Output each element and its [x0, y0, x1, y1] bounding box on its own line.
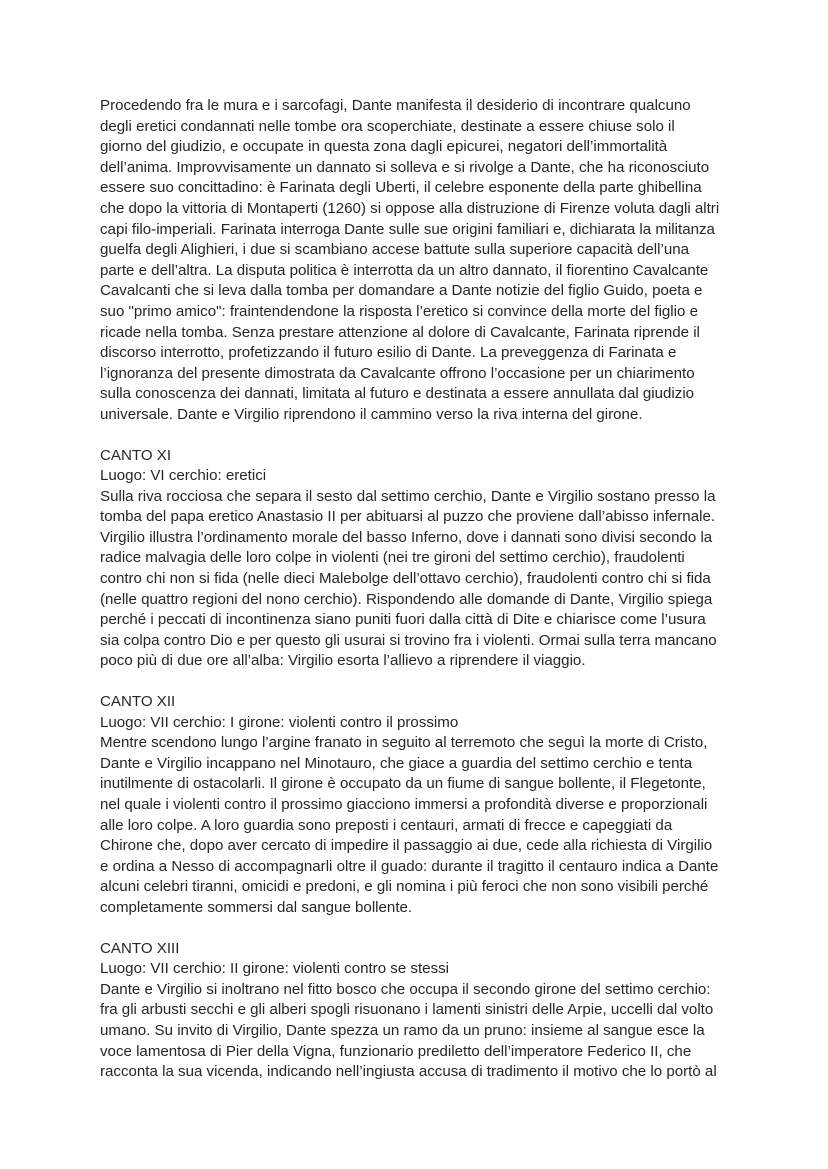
canto-place: Luogo: VII cerchio: II girone: violenti contro se stessi [100, 960, 450, 978]
canto-xi-section [100, 446, 740, 673]
intro-paragraph: Procedendo fra le mura e i sarcofagi, Dante manifesta il desiderio di incontrare qualcuno degli eretici condannati nelle tombe ora scoperchiate, destinate a essere chiuse solo il giorno del giudizio, e occupate in questa zona dagli epicurei, negatori dell’immortalità dell’anima. Improvvisamente un dannato si solleva e si rivolge a Dante, che ha riconosciuto essere suo concittadino: è Farinata degli Uberti, il celebre esponente della parte ghibellina che dopo la vittoria di Montaperti (1260) si oppose alla distruzione di Firenze voluta dagli altri capi filo-imperiali. Farinata interroga Dante sulle sue origini familiari e, dichiarata la militanza guelfa degli Alighieri, i due si scambiano accese battute sulla superiore capacità dell’una parte e dell’altra. La disputa politica è interrotta da un altro dannato, il fiorentino Cavalcante Cavalcanti che si leva dalla tomba per domandare a Dante notizie del figlio Guido, poeta e suo "primo amico": fraintendendone la risposta l’eretico si convince della morte del figlio e ricade nella tomba. Senza prestare attenzione al dolore di Cavalcante, Farinata riprende il discorso interrotto, profetizzando il futuro esilio di Dante. La preveggenza di Farinata e l’ignoranza del presente dimostrata da Cavalcante offrono l’occasione per un chiarimento sulla conoscenza dei dannati, limitata al futuro e destinata a essere annullata dal giudizio universale. Dante e Virgilio riprendono il cammino verso la riva interna del girone. [100, 97, 720, 423]
canto-place: Luogo: VI cerchio: eretici [100, 467, 267, 485]
canto-xiii-section [100, 939, 740, 1083]
canto-xii-section [100, 692, 740, 919]
canto-title: CANTO XI [100, 446, 172, 464]
canto-body: Dante e Virgilio si inoltrano nel fitto bosco che occupa il secondo girone del settimo cerchio: fra gli arbusti secchi e gli alberi spogli risuonano i lamenti sinistri delle Arpie, uccelli dal volto umano. Su invito di Virgilio, Dante spezza un ramo da un pruno: insieme al sangue esce la voce lamentosa di Pier della Vigna, funzionario prediletto dell’imperatore Federico II, che racconta la sua vicenda, indicando nell’ingiusta accusa di tradimento il motivo che lo portò al [100, 980, 717, 1081]
canto-title: CANTO XIII [100, 939, 180, 957]
canto-body: Sulla riva rocciosa che separa il sesto dal settimo cerchio, Dante e Virgilio sostano presso la tomba del papa eretico Anastasio II per abituarsi al puzzo che proviene dall’abisso infernale. Virgilio illustra l’ordinamento morale del basso Inferno, dove i dannati sono divisi secondo la radice malvagia delle loro colpe in violenti (nei tre gironi del settimo cerchio), fraudolenti contro chi non si fida (nelle dieci Malebolge dell’ottavo cerchio), fraudolenti contro chi si fida (nelle quattro regioni del nono cerchio). Rispondendo alle domande di Dante, Virgilio spiega perché i peccati di incontinenza siano puniti fuori dalla città di Dite e chiarisce come l’usura sia colpa contro Dio e per questo gli usurai si trovino fra i violenti. Ormai sulla terra mancano poco più di due ore all’alba: Virgilio esorta l’allievo a riprendere il viaggio. [100, 487, 717, 670]
canto-title: CANTO XII [100, 693, 176, 711]
canto-place: Luogo: VII cerchio: I girone: violenti contro il prossimo [100, 713, 459, 731]
canto-body: Mentre scendono lungo l’argine franato in seguito al terremoto che seguì la morte di Cristo, Dante e Virgilio incappano nel Minotauro, che giace a guardia del settimo cerchio e tenta inutilmente di ostacolarli. Il girone è occupato da un fiume di sangue bollente, il Flegetonte, nel quale i violenti contro il prossimo giacciono immersi a profondità diverse e proporzionali alle loro colpe. A loro guardia sono preposti i centauri, armati di frecce e capeggiati da Chirone che, dopo aver cercato di impedire il passaggio ai due, cede alla richiesta di Virgilio e ordina a Nesso di accompagnarli oltre il guado: durante il tragitto il centauro indica a Dante alcuni celebri tiranni, omicidi e predoni, e gli nomina i più feroci che non sono visibili perché completamente sommersi dal sangue bollente. [100, 734, 719, 916]
document-page [100, 96, 740, 1083]
